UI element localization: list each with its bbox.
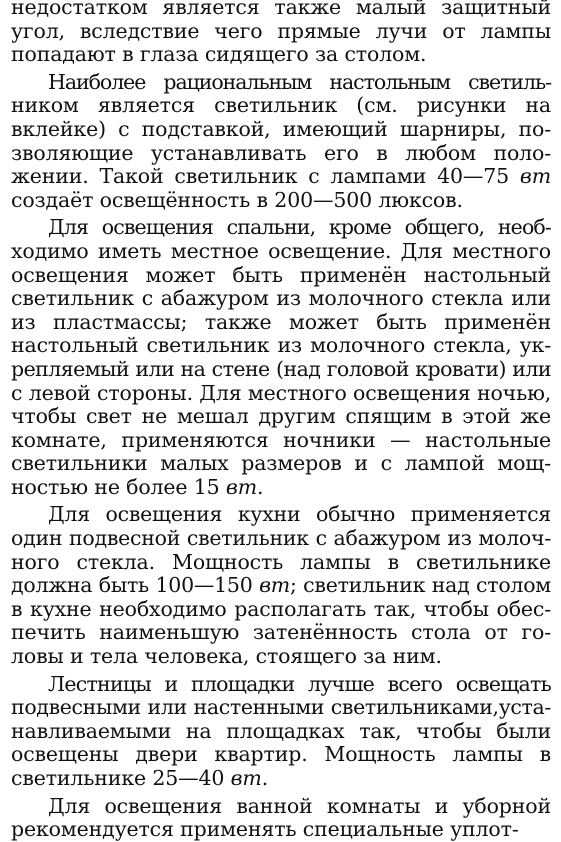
text-line: подвесными или настенными светильниками,уста- xyxy=(11,695,551,720)
unit-watt: вт xyxy=(519,164,551,189)
text-line: навливаемыми на площадках так, чтобы были xyxy=(11,718,551,743)
paragraph-p1 xyxy=(11,0,551,67)
text-line: освещения может быть применён настольный xyxy=(11,262,551,287)
text-line: Для освещения спальни, кроме общего, необ- xyxy=(48,215,551,240)
text-line: комнате, применяются ночники — настольные xyxy=(11,427,551,452)
text-line: из пластмассы; также может быть применён xyxy=(11,309,551,334)
unit-watt: вт xyxy=(225,474,257,499)
text-line: угол, вследствие чего прямые лучи от лампы xyxy=(11,18,551,43)
text-line: светильники малых размеров и с лампой мощ- xyxy=(11,451,551,476)
paragraph-p3 xyxy=(11,216,551,499)
text-line: Для освещения ванной комнаты и уборной xyxy=(48,793,551,818)
text-line: зволяющие устанавливать его в любом поло- xyxy=(11,140,551,165)
text-line: один подвесной светильник с абажуром из молоч- xyxy=(11,526,551,551)
text-line: должна быть 100—150 вт; светильник над столом xyxy=(11,573,551,598)
text-line: с левой стороны. Для местного освещения ночью, xyxy=(11,380,552,405)
document-page xyxy=(11,0,552,842)
text-line: рекомендуется применять специальные уплот- xyxy=(11,817,519,842)
text-line: ловы и тела человека, стоящего за ним. xyxy=(11,644,442,669)
text-line: светильник с абажуром из молочного стекла или xyxy=(11,286,551,311)
unit-watt: вт xyxy=(259,573,290,598)
text-line: ником является светильник (см. рисунки на xyxy=(11,93,551,118)
text-line: Лестницы и площадки лучше всего освещать xyxy=(48,671,551,696)
text-line: светильнике 25—40 вт. xyxy=(11,766,269,790)
text-line: жении. Такой светильник с лампами 40—75 вт xyxy=(11,164,551,189)
paragraph-p5 xyxy=(11,673,551,791)
text-line: ного стекла. Мощность лампы в светильнике xyxy=(11,549,551,574)
text-line: печить наименьшую затенённость стола от го- xyxy=(11,620,551,645)
text-line: Наиболее рациональным настольным светиль- xyxy=(48,69,551,94)
text-line: вклейке) с подставкой, имеющий шарниры, по- xyxy=(11,116,551,141)
paragraph-p2 xyxy=(11,71,551,213)
paragraph-p6 xyxy=(11,795,551,842)
text-line: освещены двери квартир. Мощность лампы в xyxy=(11,742,551,767)
unit-watt: вт xyxy=(230,766,262,790)
text-line: ностью не более 15 вт. xyxy=(11,474,264,499)
text-line: в кухне необходимо располагать так, чтобы обес- xyxy=(11,596,551,621)
text-line: попадают в глаза сидящего за столом. xyxy=(11,42,427,67)
text-line: настольный светильник из молочного стекла, ук- xyxy=(11,333,551,358)
text-line: Для освещения кухни обычно применяется xyxy=(48,502,551,527)
text-line: репляемый или на стене (над головой кровати) или xyxy=(11,356,551,381)
paragraph-p4 xyxy=(11,503,551,668)
text-line: создаёт освещённость в 200—500 люксов. xyxy=(11,187,463,212)
text-line: ходимо иметь местное освещение. Для местного xyxy=(11,238,551,263)
text-line: чтобы свет не мешал другим спящим в этой же xyxy=(11,404,551,429)
body-text xyxy=(11,0,551,842)
text-line: недостатком является также малый защитный xyxy=(11,0,551,19)
